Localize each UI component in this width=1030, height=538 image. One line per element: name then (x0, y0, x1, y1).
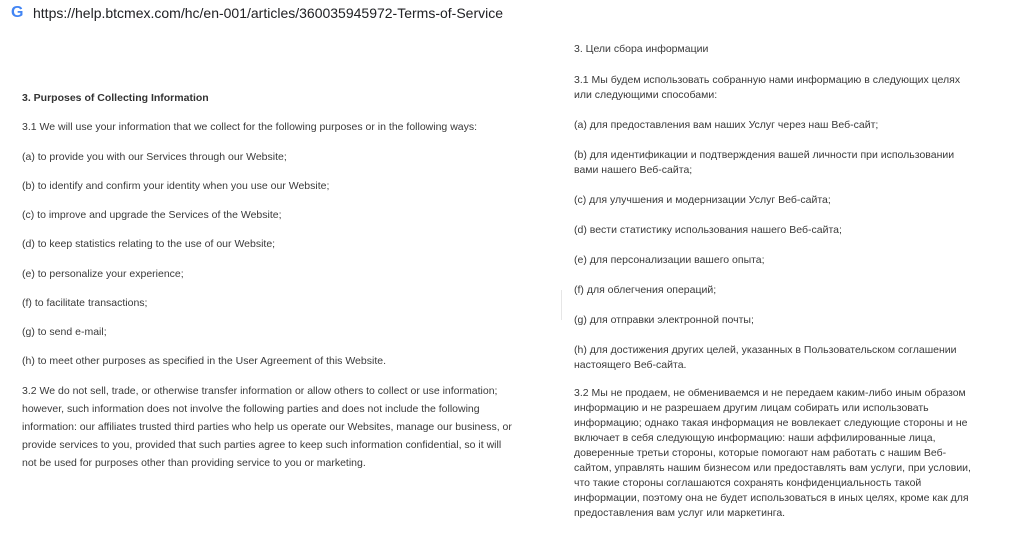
russian-item-b: (b) для идентификации и подтверждения вашей личности при использовании (574, 149, 955, 161)
english-3-2-line: provide services to you, provided that such parties agree to keep such information confidential, so it will (22, 439, 502, 451)
english-item-e: (e) to personalize your experience; (22, 268, 184, 280)
english-item-a: (a) to provide you with our Services through our Website; (22, 151, 287, 163)
browser-address-bar[interactable] (0, 0, 1030, 28)
english-3-2-line: 3.2 We do not sell, trade, or otherwise transfer information or allow others to collect or use information; (22, 385, 498, 397)
russian-3-2-line: предоставления вам услуг или маркетинга. (574, 507, 786, 519)
english-item-b: (b) to identify and confirm your identity when you use our Website; (22, 180, 330, 192)
english-item-c: (c) to improve and upgrade the Services of the Website; (22, 209, 282, 221)
russian-3-2-line: доверенные третьи стороны, которые помогают нам работать с нашим Веб- (574, 447, 947, 459)
url-text[interactable]: https://help.btcmex.com/hc/en-001/articles/360035945972-Terms-of-Service (33, 5, 504, 21)
russian-intro-line: или следующими способами: (574, 89, 718, 101)
russian-3-2-line: информацию и не разрешаем другим лицам собирать или использовать (574, 402, 929, 414)
russian-item-a: (а) для предоставления вам наших Услуг через наш Веб-сайт; (574, 119, 879, 131)
column-divider (561, 290, 562, 320)
russian-3-2-line: информацию; однако такая информация не вовлекает следующие стороны и не (574, 417, 968, 429)
english-3-2-line: however, such information does not involve the following parties and does not include the following (22, 403, 480, 415)
russian-item-e: (e) для персонализации вашего опыта; (574, 254, 765, 266)
english-3-2-line: information: our affiliates trusted third parties who help us operate our Websites, manage our business, or (22, 421, 512, 433)
english-item-g: (g) to send e-mail; (22, 326, 107, 338)
english-item-f: (f) to facilitate transactions; (22, 297, 148, 309)
russian-heading: 3. Цели сбора информации (574, 43, 709, 55)
russian-3-2-line: включает в себя следующую информацию: наши аффилированные лица, (574, 432, 936, 444)
english-heading: 3. Purposes of Collecting Information (22, 92, 209, 104)
russian-item-f: (f) для облегчения операций; (574, 284, 717, 296)
russian-item-d: (d) вести статистику использования нашего Веб-сайта; (574, 224, 842, 236)
russian-3-2-line: 3.2 Мы не продаем, не обмениваемся и не передаем каким-либо иным образом (574, 387, 966, 399)
russian-item-h: (h) для достижения других целей, указанных в Пользовательском соглашении (574, 344, 957, 356)
russian-3-2-line: сайтом, управлять нашим бизнесом или предоставлять вам услуги, при условии, (574, 462, 971, 474)
russian-item-g: (g) для отправки электронной почты; (574, 314, 754, 326)
english-item-d: (d) to keep statistics relating to the use of our Website; (22, 238, 276, 250)
russian-3-2-line: информации, поэтому она не будет использоваться в иных целях, кроме как для (574, 492, 969, 504)
russian-item-c: (c) для улучшения и модернизации Услуг Веб-сайта; (574, 194, 831, 206)
english-intro: 3.1 We will use your information that we collect for the following purposes or in the following ways: (22, 121, 478, 133)
russian-item-h-cont: настоящего Веб-сайта. (574, 359, 687, 371)
russian-item-b-cont: вами нашего Веб-сайта; (574, 164, 693, 176)
russian-intro-line: 3.1 Мы будем использовать собранную нами информацию в следующих целях (574, 74, 961, 86)
english-item-h: (h) to meet other purposes as specified in the User Agreement of this Website. (22, 355, 386, 367)
russian-3-2-line: что такие стороны соглашаются сохранять конфиденциальность такой (574, 477, 922, 489)
google-g-icon: G (11, 4, 24, 21)
english-3-2-line: not be used for purposes other than providing service to you or marketing. (22, 457, 366, 469)
